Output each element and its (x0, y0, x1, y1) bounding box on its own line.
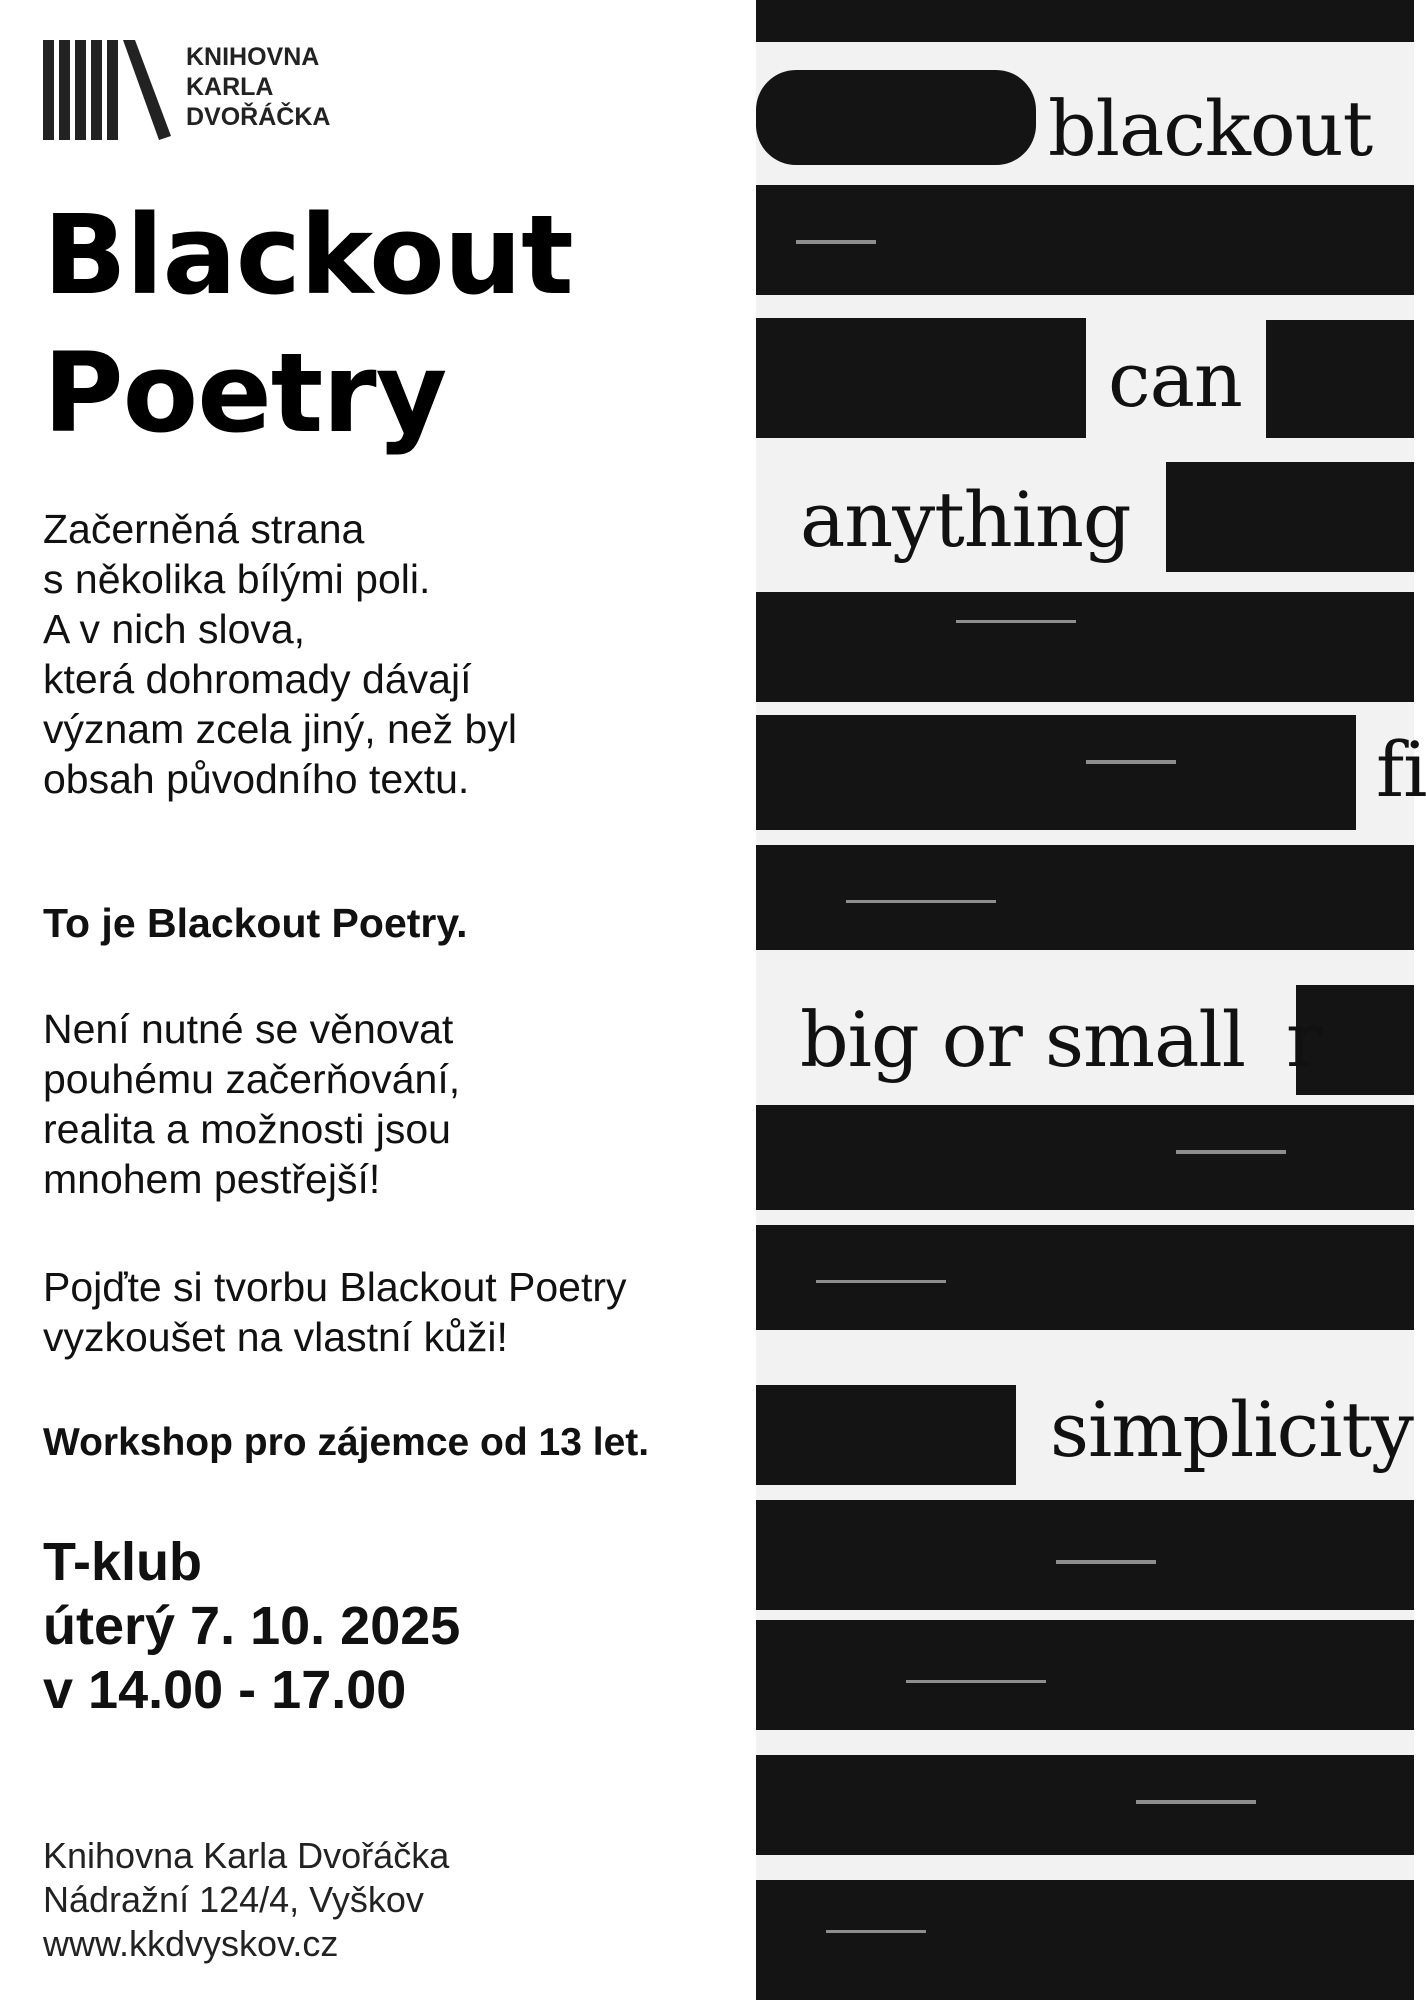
ink-stripe (756, 0, 1414, 42)
artwork-word: can (1108, 335, 1242, 424)
address-street: Nádražní 124/4, Vyškov (43, 1879, 424, 1920)
ink-stripe (756, 845, 1414, 950)
event-time: v 14.00 - 17.00 (43, 1660, 407, 1720)
ink-stripe (756, 592, 1414, 702)
intro-line: význam zcela jiný, než byl (43, 706, 517, 752)
ink-stripe (756, 715, 1356, 830)
event-details (43, 1530, 460, 1722)
intro-line: A v nich slova, (43, 606, 306, 652)
paragraph-line: Není nutné se věnovat (43, 1006, 454, 1052)
artwork-word: r (1286, 995, 1322, 1084)
ink-stripe (1166, 462, 1414, 572)
title-line: Poetry (43, 329, 447, 457)
title-line: Blackout (43, 191, 573, 319)
logo-line: KARLA (186, 73, 274, 101)
artwork-word: fi (1376, 725, 1426, 814)
library-logo (43, 40, 331, 140)
ink-stripe (756, 1620, 1414, 1730)
intro-line: obsah původního textu. (43, 756, 470, 802)
ink-stripe (756, 1385, 1016, 1485)
blackout-poetry-artwork (756, 0, 1426, 2000)
paragraph-line: Pojďte si tvorbu Blackout Poetry (43, 1264, 627, 1310)
library-address (43, 1834, 449, 1966)
paragraph-invitation (43, 1262, 743, 1362)
website-link[interactable]: www.kkdvyskov.cz (43, 1923, 339, 1964)
ink-stripe (756, 1225, 1414, 1330)
library-logo-text (186, 42, 386, 132)
ink-stripe (1266, 320, 1414, 438)
paragraph-line: pouhému začerňování, (43, 1056, 461, 1102)
ink-stripe (756, 1755, 1414, 1855)
paragraph-possibilities (43, 1004, 743, 1204)
ink-stripe (756, 318, 1086, 438)
event-date: úterý 7. 10. 2025 (43, 1596, 461, 1656)
paragraph-line: vyzkoušet na vlastní kůži! (43, 1314, 508, 1360)
logo-line: KNIHOVNA (186, 43, 320, 71)
intro-line: která dohromady dávají (43, 656, 472, 702)
artwork-word: anything (800, 475, 1131, 564)
paragraph-line: realita a možnosti jsou (43, 1106, 451, 1152)
event-venue: T-klub (43, 1532, 202, 1592)
intro-paragraph (43, 504, 743, 804)
artwork-word: blackout (1048, 84, 1373, 173)
intro-line: s několika bílými poli. (43, 556, 431, 602)
tagline: To je Blackout Poetry. (43, 900, 468, 946)
artwork-word: big or small (800, 995, 1246, 1084)
logo-line: DVOŘÁČKA (186, 103, 331, 131)
audience-note: Workshop pro zájemce od 13 let. (43, 1421, 650, 1464)
artwork-word: simplicity (1050, 1385, 1413, 1474)
poster-title (43, 186, 573, 462)
ink-stripe (756, 1880, 1414, 2000)
intro-line: Začerněná strana (43, 506, 365, 552)
books-logo-icon (43, 40, 171, 140)
paragraph-line: mnohem pestřejší! (43, 1156, 381, 1202)
address-name: Knihovna Karla Dvořáčka (43, 1835, 450, 1876)
ink-stripe (756, 70, 1036, 165)
ink-stripe (756, 1500, 1414, 1610)
ink-stripe (756, 1105, 1414, 1210)
